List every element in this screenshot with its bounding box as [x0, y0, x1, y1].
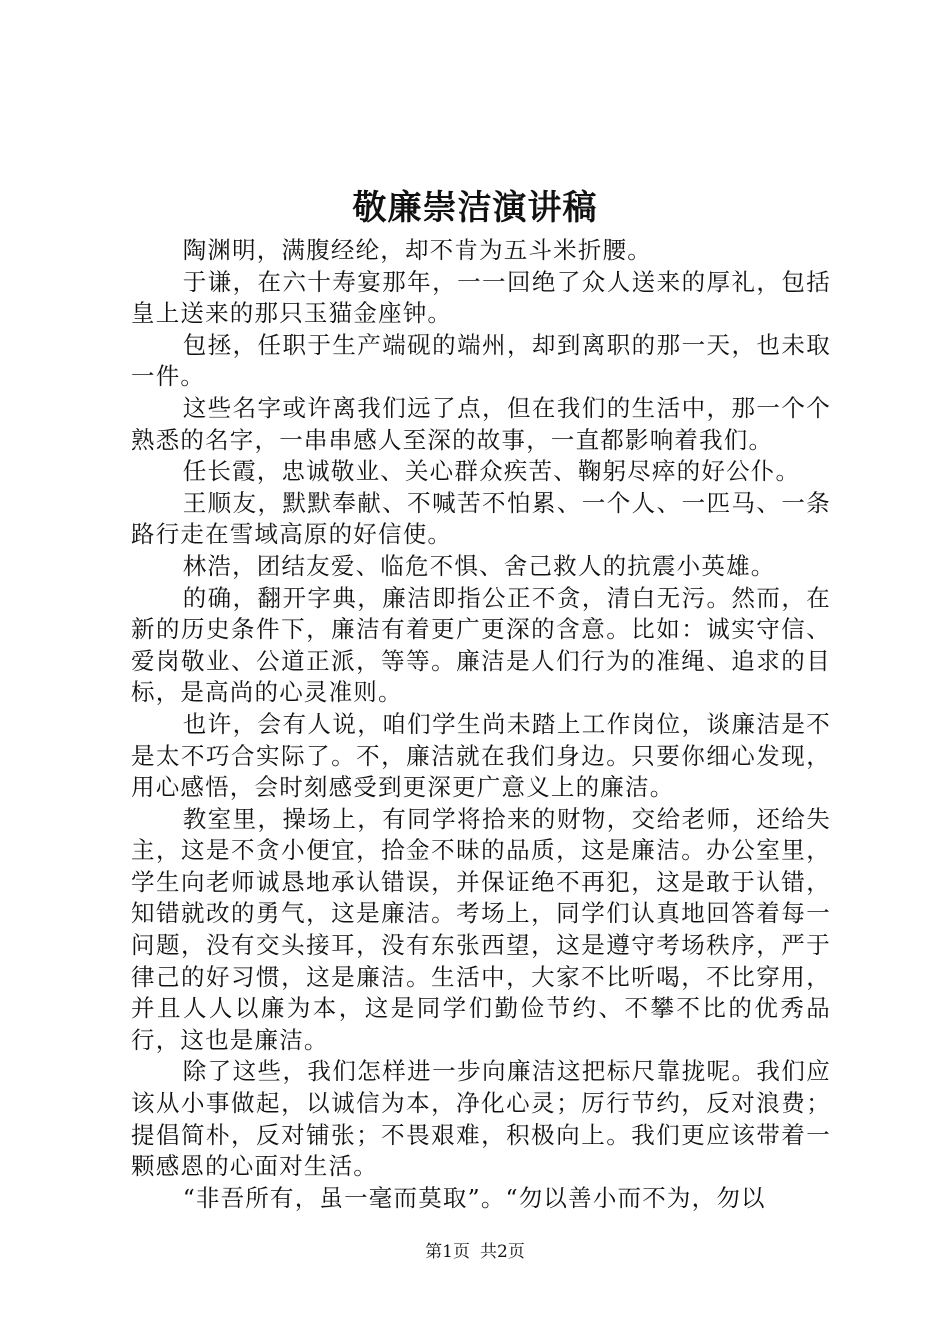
paragraph: 包拯，任职于生产端砚的端州，却到离职的那一天，也未取一件。 — [131, 330, 831, 391]
document-body — [131, 235, 831, 1214]
paragraph: 也许，会有人说，咱们学生尚未踏上工作岗位，谈廉洁是不是太不巧合实际了。不，廉洁就在我们身边。只要你细心发现，用心感悟，会时刻感受到更深更广意义上的廉洁。 — [131, 709, 831, 802]
paragraph: “非吾所有，虽一毫而莫取”。“勿以善小而不为，勿以 — [182, 1183, 766, 1212]
paragraph: 林浩，团结友爱、临危不惧、舍己救人的抗震小英雄。 — [182, 551, 776, 580]
paragraph: 这些名字或许离我们远了点，但在我们的生活中，那一个个熟悉的名字，一串串感人至深的故事，一直都影响着我们。 — [131, 393, 831, 454]
page-number: 第1页 — [425, 1242, 470, 1262]
paragraph: 的确，翻开字典，廉洁即指公正不贪，清白无污。然而，在新的历史条件下，廉洁有着更广更深的含意。比如：诚实守信、爱岗敬业、公道正派，等等。廉洁是人们行为的准绳、追求的目标，是高尚的心灵准则。 — [131, 583, 831, 707]
page-total: 共2页 — [480, 1242, 525, 1262]
paragraph: 王顺友，默默奉献、不喊苦不怕累、一个人、一匹马、一条路行走在雪域高原的好信使。 — [131, 488, 831, 549]
paragraph: 除了这些，我们怎样进一步向廉洁这把标尺靠拢呢。我们应该从小事做起，以诚信为本，净化心灵；厉行节约，反对浪费；提倡简朴，反对铺张；不畏艰难，积极向上。我们更应该带着一颗感恩的心面对生活。 — [131, 1057, 831, 1181]
paragraph: 任长霞，忠诚敬业、关心群众疾苦、鞠躬尽瘁的好公仆。 — [182, 457, 801, 486]
paragraph: 陶渊明，满腹经纶，却不肯为五斗米折腰。 — [182, 236, 652, 264]
paragraph: 于谦，在六十寿宴那年，一一回绝了众人送来的厚礼，包括皇上送来的那只玉猫金座钟。 — [131, 267, 831, 328]
paragraph: 教室里，操场上，有同学将拾来的财物，交给老师，还给失主，这是不贪小便宜，拾金不昧的品质，这是廉洁。办公室里，学生向老师诚恳地承认错误，并保证绝不再犯，这是敢于认错，知错就改的勇气，这是廉洁。考场上，同学们认真地回答着每一问题，没有交头接耳，没有东张西望，这是遵守考场秩序，严于律己的好习惯，这是廉洁。生活中，大家不比听喝，不比穿用，并且人人以廉为本，这是同学们勤俭节约、不攀不比的优秀品行，这也是廉洁。 — [131, 804, 831, 1054]
page-footer — [0, 1240, 950, 1264]
page-title: 敬廉崇洁演讲稿 — [352, 188, 598, 228]
